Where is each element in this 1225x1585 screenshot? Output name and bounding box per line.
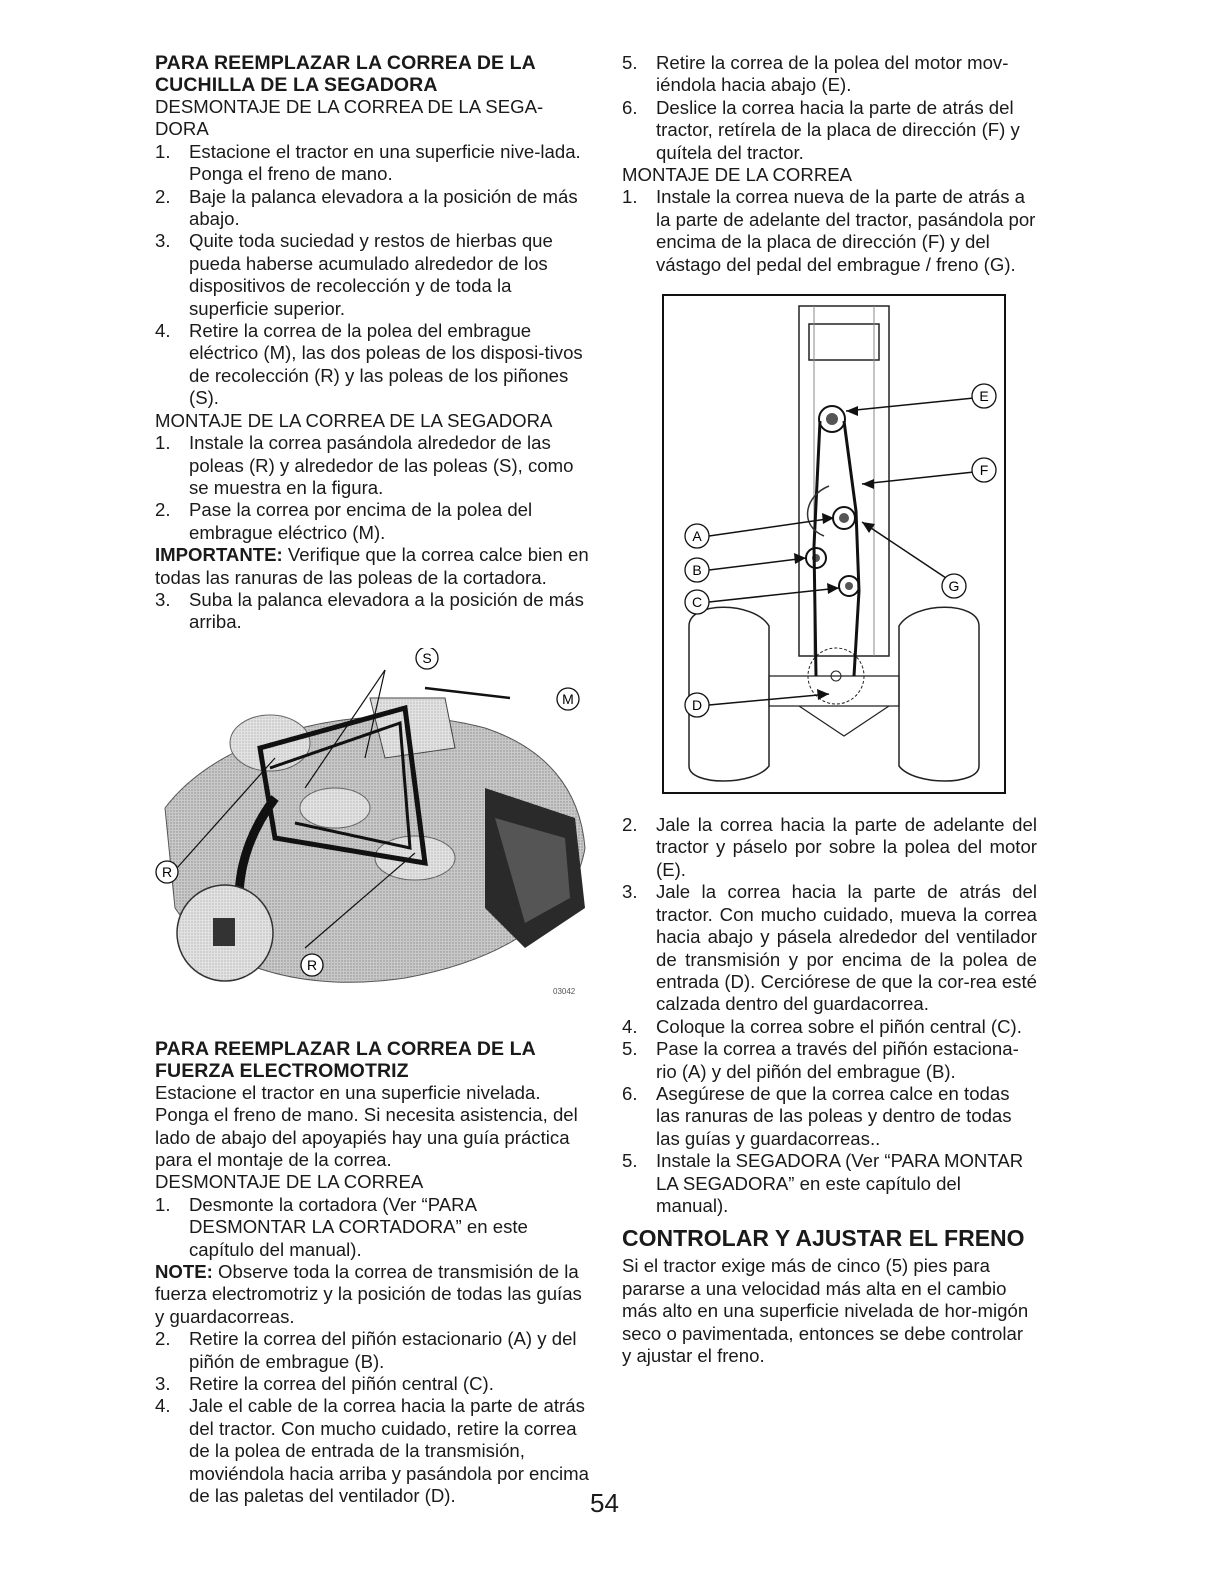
tractor-underside-drawing [664,296,1004,792]
list-item: 3. Jale la correa hacia la parte de atrás del tractor. Con mucho cuidado, mueva la correa hacia abajo y pásela alrededor del ventilador de transmisión y por encima de la polea de entrada (D). Cerciórese de que la cor-rea esté calzada dentro del guardacorrea. [622,881,1037,1015]
left-column [155,52,595,1507]
list-item: 1. Instale la correa nueva de la parte de atrás a la parte de adelante del tractor, pasándola por encima de la placa de dirección (F) y del vástago del pedal del embrague / freno (G). [622,186,1036,275]
callout-m-label: M [562,690,574,707]
list-item: 5. Retire la correa de la polea del motor mov-iéndola hacia abajo (E). [622,52,1009,96]
list-item: 5. Pase la correa a través del piñón estaciona-rio (A) y del piñón del embrague (B). [622,1038,1019,1082]
note-paragraph: NOTE: Observe toda la correa de transmisión de la fuerza electromotriz y la posición de todas las guías y guardacorreas. [155,1261,582,1327]
heading-mower-blade-belt: PARA REEMPLAZAR LA CORREA DE LA CUCHILLA DE LA SEGADORA [155,52,536,96]
callout-g-label: G [948,578,960,595]
list-item: 4. Coloque la correa sobre el piñón central (C). [622,1015,1022,1037]
list-item: 6. Deslice la correa hacia la parte de atrás del tractor, retírela de la placa de dirección (F) y quítela del tractor. [622,96,1020,163]
list-item: 5. Instale la SEGADORA (Ver “PARA MONTAR LA SEGADORA” en este capítulo del manual). [622,1150,1024,1216]
paragraph-pto-intro: Estacione el tractor en una superficie nivelada. Ponga el freno de mano. Si necesita asistencia, del lado de abajo del apoyapiés hay una guía práctica para el montaje de la correa. [155,1081,578,1170]
callout-r2-label: R [306,956,318,973]
page-number: 54 [590,1488,619,1518]
mower-deck-illustration [155,648,595,1028]
list-item: 1. Instale la correa pasándola alrededor de las poleas (R) y alrededor de las poleas (S), como se muestra en la figura. [155,432,574,498]
callout-a-label: A [692,528,702,545]
heading-brake-adjust: CONTROLAR Y AJUSTAR EL FRENO [622,1225,1025,1252]
list-item: 3. Retire la correa del piñón central (C). [155,1373,494,1395]
figure-code: 03042 [553,986,576,996]
list-item: 2. Baje la palanca elevadora a la posición de más abajo. [155,185,578,230]
list-item: 4. Jale el cable de la correa hacia la parte de atrás del tractor. Con mucho cuidado, retire la correa de la polea de entrada de la transmisión, moviéndola hacia arriba y pasándola por encima de las paletas del ventilador (D). [155,1395,590,1507]
list-item: 1. Desmonte la cortadora (Ver “PARA DESMONTAR LA CORTADORA” en este capítulo del manual). [155,1193,528,1260]
callout-f-label: F [979,462,989,479]
list-item: 1. Estacione el tractor en una superficie nive-lada. Ponga el freno de mano. [155,140,581,185]
callout-d-label: D [691,697,703,714]
callout-s-label: S [422,649,432,666]
list-item: 2. Retire la correa del piñón estacionario (A) y del piñón de embrague (B). [155,1328,577,1372]
list-item: 2. Pase la correa por encima de la polea del embrague eléctrico (M). [155,499,533,543]
paragraph-brake: Si el tractor exige más de cinco (5) pies para pararse a una velocidad más alta en el cambio más alto en una superficie nivelada de hor-migón seco o pavimentada, entonces se debe controlar y ajustar el freno. [622,1255,1029,1366]
callout-e-label: E [979,388,989,405]
mower-deck-drawing [155,648,595,1028]
right-column [622,52,1037,1367]
list-item: 2. Jale la correa hacia la parte de adelante del tractor y páselo por sobre la polea del motor (E). [622,814,1037,880]
list-item: 4. Retire la correa de la polea del embrague eléctrico (M), las dos poleas de los disposi-tivos de recolección (R) y las poleas de los piñones (S). [155,320,583,409]
list-item: 6. Asegúrese de que la correa calce en todas las ranuras de las poleas y dentro de todas las guías y guardacorreas.. [622,1082,1012,1149]
subheading-belt-install-2: MONTAJE DE LA CORREA [622,164,853,186]
callout-r1-label: R [161,863,173,880]
tractor-underside-diagram [662,294,1006,794]
subheading-belt-removal: DESMONTAJE DE LA CORREA DE LA SEGA-DORA [155,96,544,140]
callout-b-label: B [692,562,702,579]
heading-pto-belt: PARA REEMPLAZAR LA CORREA DE LA FUERZA ELECTROMOTRIZ [155,1037,536,1082]
subheading-belt-install: MONTAJE DE LA CORREA DE LA SEGADORA [155,409,553,431]
list-item: 3. Quite toda suciedad y restos de hierbas que pueda haberse acumulado alrededor de los dispositivos de recolección y de toda la superficie superior. [155,230,553,319]
subheading-belt-removal-2: DESMONTAJE DE LA CORREA [155,1171,424,1193]
callout-c-label: C [691,594,703,611]
list-item: 3. Suba la palanca elevadora a la posición de más arriba. [155,588,584,633]
important-note: IMPORTANTE: Verifique que la correa calce bien en todas las ranuras de las poleas de la cortadora. [155,544,589,588]
